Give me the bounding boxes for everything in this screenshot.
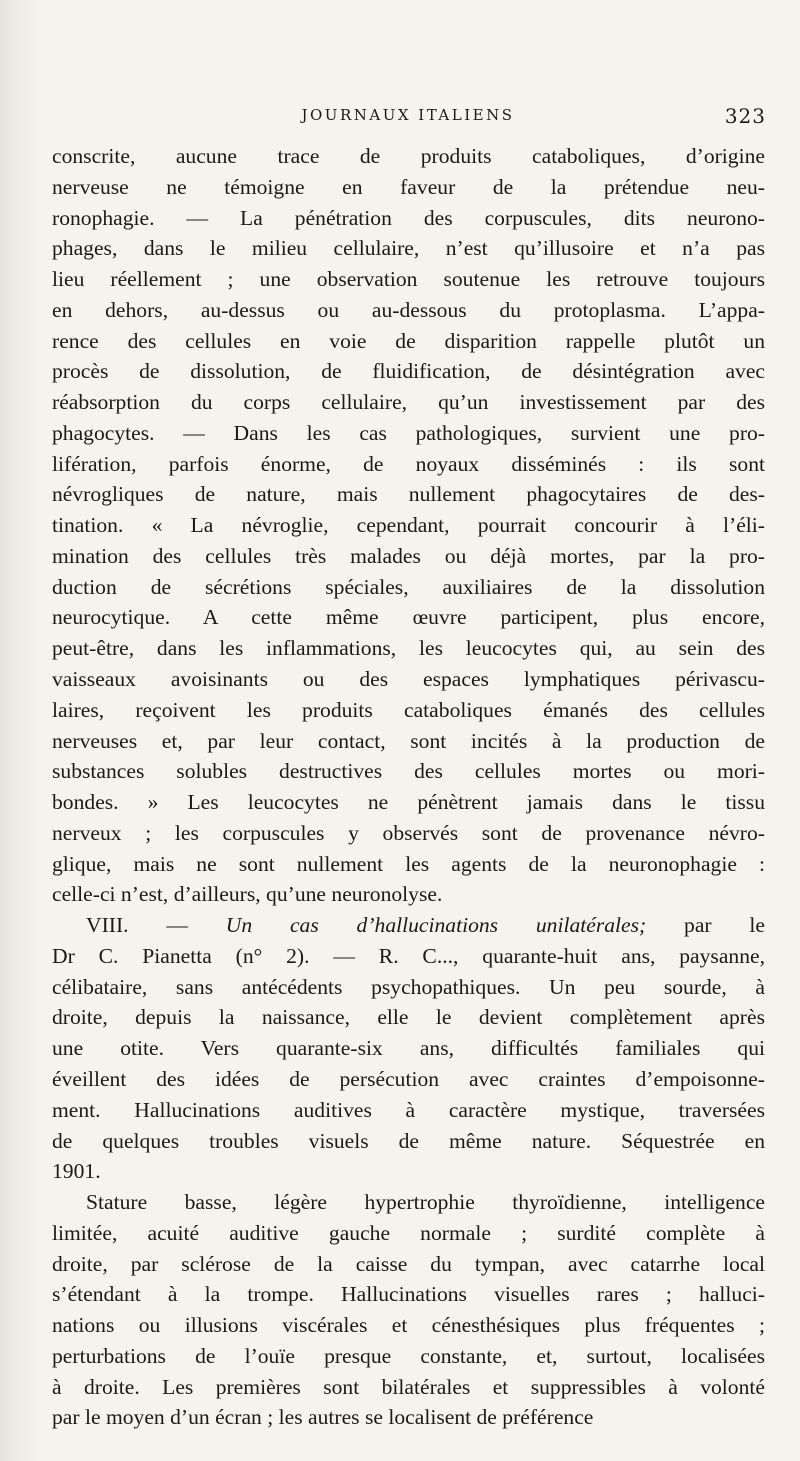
text-line: vaisseaux avoisinants ou des espaces lymphatiques périvascu-: [52, 667, 765, 692]
section-heading-line: [52, 910, 765, 941]
text-line: tination. « La névroglie, cependant, pourrait concourir à l’éli-: [52, 513, 765, 538]
text-line: conscrite, aucune trace de produits cataboliques, d’origine: [52, 144, 765, 168]
text-line: réabsorption du corps cellulaire, qu’un investissement par des: [52, 390, 765, 415]
text-line: glique, mais ne sont nullement les agents de la neuronophagie :: [52, 851, 765, 876]
text-line: procès de dissolution, de fluidification, de désintégration avec: [52, 359, 765, 384]
text-line: phagocytes. — Dans les cas pathologiques, survient une pro-: [52, 420, 765, 445]
text-line: mination des cellules très malades ou déjà mortes, par la pro-: [52, 543, 765, 568]
text-line: de quelques troubles visuels de même nature. Séquestrée en: [52, 1128, 765, 1153]
text-line: ment. Hallucinations auditives à caractère mystique, traversées: [52, 1097, 765, 1122]
text-line: droite, par sclérose de la caisse du tympan, avec catarrhe local: [52, 1251, 765, 1276]
text-line: éveillent des idées de persécution avec craintes d’empoisonne-: [52, 1066, 765, 1091]
text-line: une otite. Vers quarante-six ans, difficultés familiales qui: [52, 1036, 765, 1061]
section-numeral: VIII.: [86, 913, 129, 938]
section-dash: —: [166, 913, 188, 938]
section-viii-text: [52, 941, 765, 1187]
section-title: Un cas d’hallucinations unilatérales;: [225, 913, 647, 938]
running-header: [50, 104, 766, 130]
text-line: neurocytique. A cette même œuvre participent, plus encore,: [52, 605, 765, 630]
text-line: nations ou illusions viscérales et cénesthésiques plus fréquentes ;: [52, 1313, 765, 1338]
text-line: par le moyen d’un écran ; les autres se localisent de préférence: [52, 1405, 594, 1430]
section-viii: [52, 910, 765, 1187]
text-line: peut-être, dans les inflammations, les leucocytes qui, au sein des: [52, 636, 765, 661]
text-line: substances solubles destructives des cellules mortes ou mori-: [52, 759, 765, 784]
text-line: célibataire, sans antécédents psychopathiques. Un peu sourde, à: [52, 974, 765, 999]
running-title: JOURNAUX ITALIENS: [301, 106, 515, 124]
body-text: [52, 141, 765, 1433]
text-line: celle-ci n’est, d’ailleurs, qu’une neuronolyse.: [52, 882, 443, 907]
text-line: nerveux ; les corpuscules y observés sont de provenance névro-: [52, 820, 765, 845]
text-line: laires, reçoivent les produits cataboliques émanés des cellules: [52, 697, 765, 722]
section-author-prefix: par le: [684, 913, 765, 938]
text-line: droite, depuis la naissance, elle le devient complètement après: [52, 1005, 765, 1030]
text-line: ronophagie. — La pénétration des corpuscules, dits neurono-: [52, 205, 765, 230]
text-line: nerveuses et, par leur contact, sont incités à la production de: [52, 728, 765, 753]
text-line: limitée, acuité auditive gauche normale ; surdité complète à: [52, 1220, 765, 1245]
text-line: névrogliques de nature, mais nullement phagocytaires de des-: [52, 482, 765, 507]
text-line: en dehors, au-dessus ou au-dessous du protoplasma. L’appa-: [52, 297, 765, 322]
text-line: bondes. » Les leucocytes ne pénètrent jamais dans le tissu: [52, 790, 765, 815]
text-line: phages, dans le milieu cellulaire, n’est qu’illusoire et n’a pas: [52, 236, 765, 261]
text-line: duction de sécrétions spéciales, auxiliaires de la dissolution: [52, 574, 765, 599]
text-line: Stature basse, légère hypertrophie thyroïdienne, intelligence: [86, 1190, 765, 1215]
text-line: nerveuse ne témoigne en faveur de la prétendue neu-: [52, 174, 765, 199]
text-line: 1901.: [52, 1159, 101, 1184]
text-line: lifération, parfois énorme, de noyaux disséminés : ils sont: [52, 451, 765, 476]
page-number: 323: [724, 104, 766, 128]
text-line: perturbations de l’ouïe presque constante, et, surtout, localisées: [52, 1343, 765, 1368]
text-line: s’étendant à la trompe. Hallucinations visuelles rares ; halluci-: [52, 1282, 765, 1307]
text-line: lieu réellement ; une observation soutenue les retrouve toujours: [52, 267, 765, 292]
text-line: à droite. Les premières sont bilatérales et suppressibles à volonté: [52, 1374, 765, 1399]
paragraph-stature: [52, 1187, 765, 1433]
text-line: Dr C. Pianetta (n° 2). — R. C..., quarante-huit ans, paysanne,: [52, 943, 765, 968]
paragraph-neuronophagie: [52, 141, 765, 910]
text-line: rence des cellules en voie de disparition rappelle plutôt un: [52, 328, 765, 353]
